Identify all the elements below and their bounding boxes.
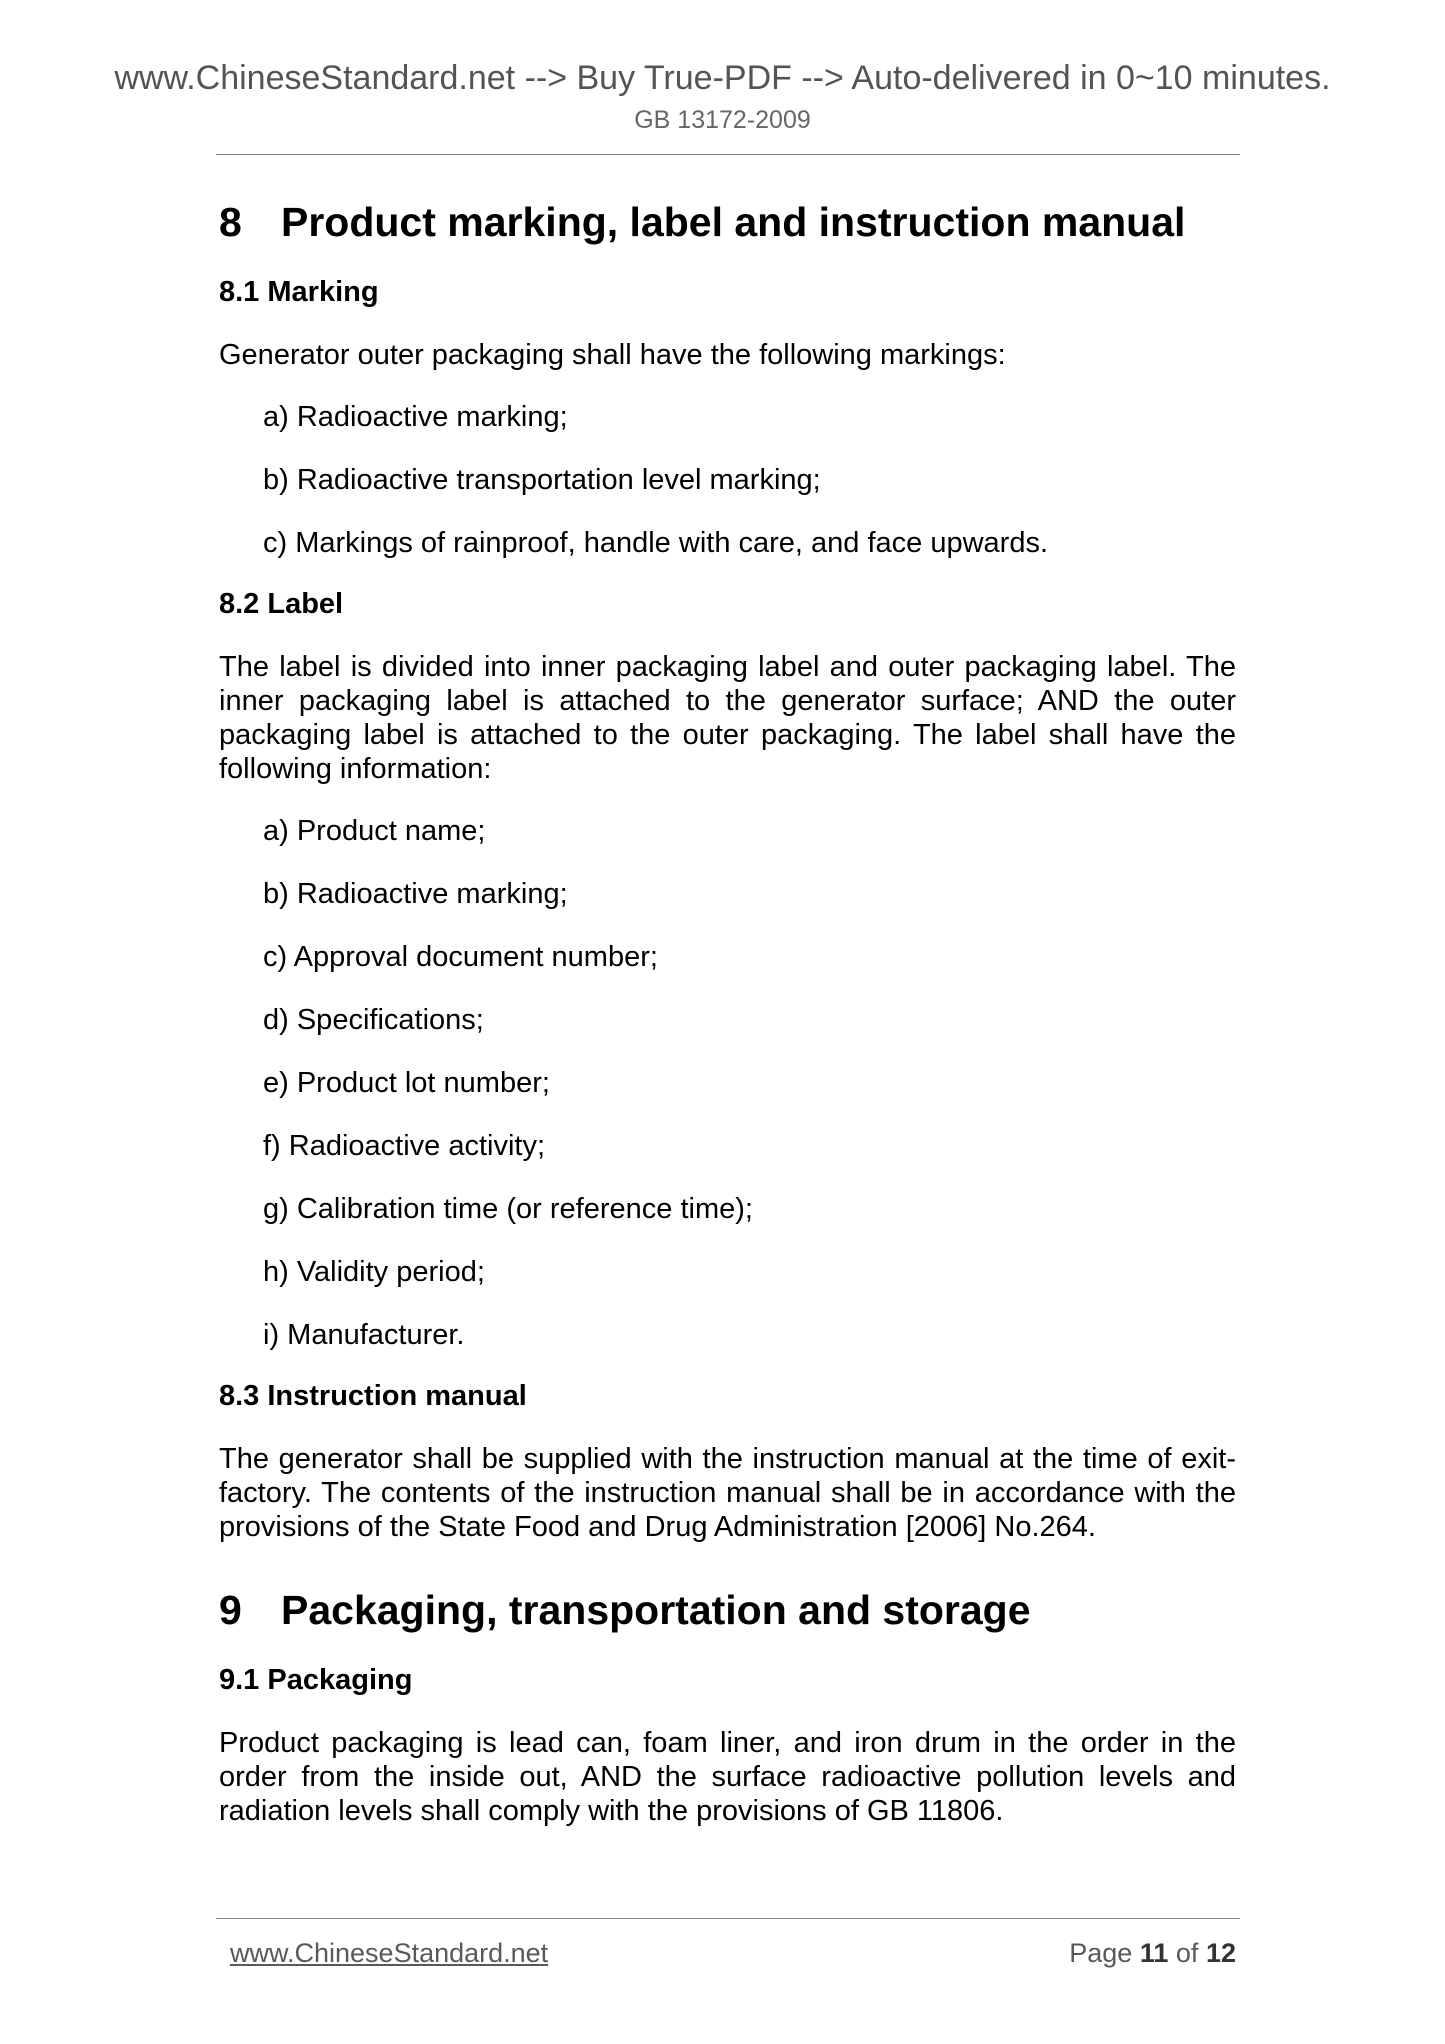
section-8-number: 8 xyxy=(219,199,242,245)
section-9-title: Packaging, transportation and storage xyxy=(281,1587,1031,1633)
subsection-8-1-intro: Generator outer packaging shall have the following markings: xyxy=(219,339,1006,371)
subsection-8-1-heading: 8.1 Marking xyxy=(219,276,379,308)
subsection-8-3-body: The generator shall be supplied with the instruction manual at the time of exit-factory. The contents of the instruction manual shall be in accordance with the provisions of the State Food and Drug Administration [2006] No.264. xyxy=(219,1443,1236,1543)
footer-website-link[interactable]: www.ChineseStandard.net xyxy=(230,1938,549,1968)
subsection-8-2-heading: 8.2 Label xyxy=(219,588,344,620)
header-divider xyxy=(216,154,1240,155)
list-item: c) Approval document number; xyxy=(263,941,658,973)
list-item: f) Radioactive activity; xyxy=(263,1130,546,1162)
section-9-heading xyxy=(219,1584,1236,1636)
list-item: b) Radioactive transportation level marking; xyxy=(263,464,821,496)
list-item: g) Calibration time (or reference time); xyxy=(263,1193,753,1225)
list-item: c) Markings of rainproof, handle with care, and face upwards. xyxy=(263,527,1049,559)
document-body xyxy=(219,196,1236,1828)
list-item: a) Product name; xyxy=(263,815,486,847)
page-footer xyxy=(230,1933,1236,1973)
page-number xyxy=(1069,1933,1236,1973)
header-banner: www.ChineseStandard.net --> Buy True-PDF --> Auto-delivered in 0~10 minutes. xyxy=(114,59,1331,97)
list-item: b) Radioactive marking; xyxy=(263,878,568,910)
header-standard-id: GB 13172-2009 xyxy=(634,106,811,134)
footer-divider xyxy=(216,1918,1240,1919)
subsection-8-2-intro: The label is divided into inner packaging label and outer packaging label. The inner packaging label is attached to the generator surface; AND the outer packaging label is attached to the outer packaging. The label shall have the following information: xyxy=(219,651,1236,785)
section-9-number: 9 xyxy=(219,1587,242,1633)
list-item: d) Specifications; xyxy=(263,1004,484,1036)
page-prefix: Page xyxy=(1069,1938,1133,1968)
section-8-heading xyxy=(219,196,1236,248)
list-item: e) Product lot number; xyxy=(263,1067,550,1099)
list-item: i) Manufacturer. xyxy=(263,1319,465,1351)
page-current: 11 xyxy=(1139,1938,1169,1968)
page-header xyxy=(0,56,1445,136)
subsection-9-1-heading: 9.1 Packaging xyxy=(219,1664,413,1696)
subsection-8-3-heading: 8.3 Instruction manual xyxy=(219,1380,527,1412)
list-item: h) Validity period; xyxy=(263,1256,485,1288)
list-item: a) Radioactive marking; xyxy=(263,401,568,433)
page-total: 12 xyxy=(1205,1938,1236,1968)
page-of: of xyxy=(1175,1938,1199,1968)
subsection-9-1-body: Product packaging is lead can, foam liner, and iron drum in the order in the order from the inside out, AND the surface radioactive pollution levels and radiation levels shall comply with the provisions of GB 11806. xyxy=(219,1727,1236,1827)
section-8-title: Product marking, label and instruction manual xyxy=(281,199,1186,245)
